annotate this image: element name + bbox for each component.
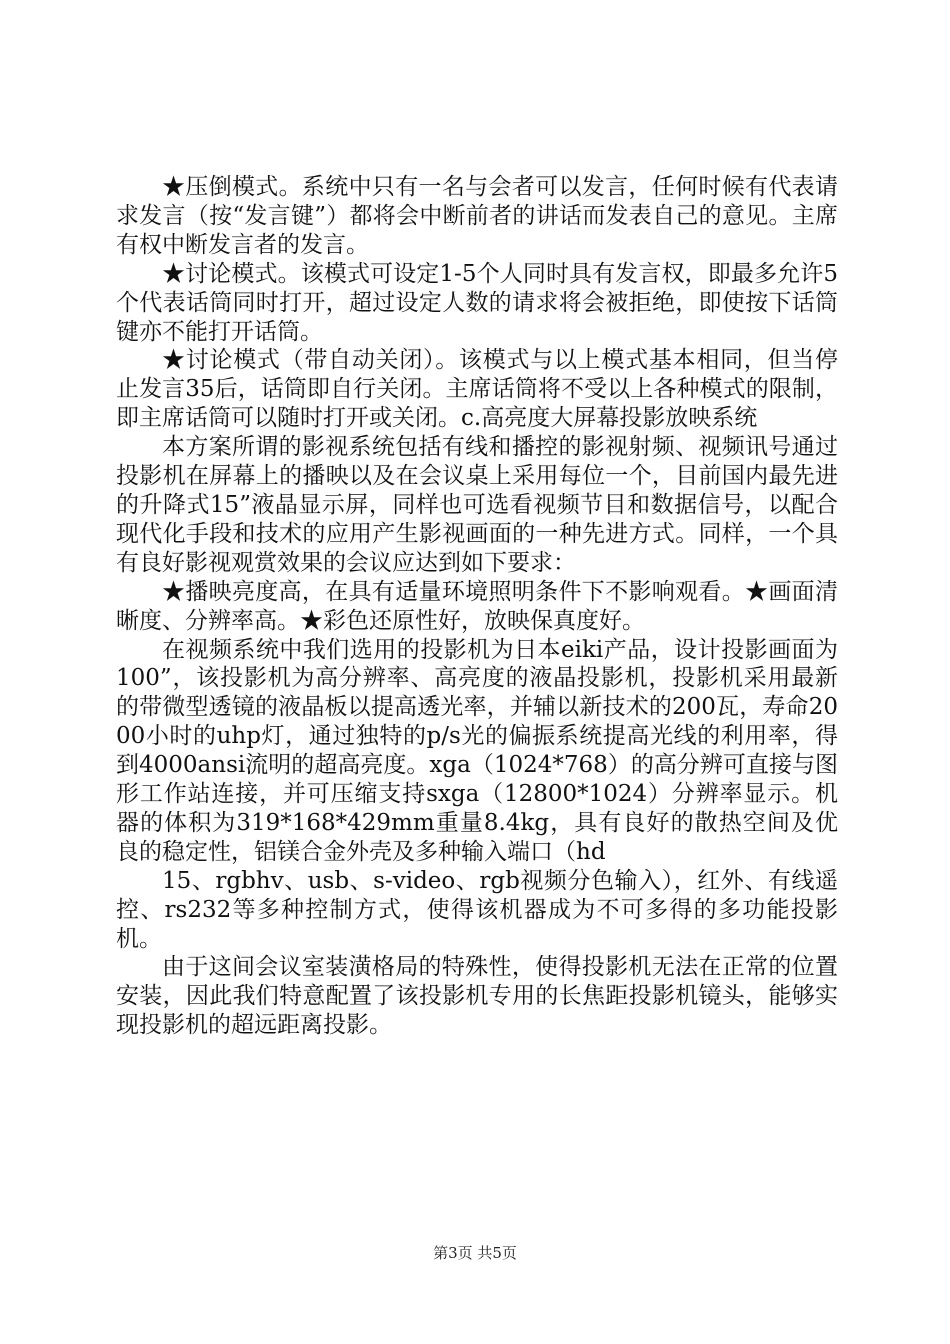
paragraph-suppress-mode: ★压倒模式。系统中只有一名与会者可以发言，任何时候有代表请求发言（按“发言键”）都将会中断前者的讲话而发表自己的意见。主席有权中断发言者的发言。	[116, 174, 838, 258]
paragraph-projector-inputs: 15、rgbhv、usb、s-video、rgb视频分色输入），红外、有线遥控、rs232等多种控制方式，使得该机器成为不可多得的多功能投影机。	[116, 867, 838, 952]
paragraph-projector-specs: 在视频系统中我们选用的投影机为日本eiki产品，设计投影画面为100”，该投影机为高分辨率、高亮度的液晶投影机，投影机采用最新的带微型透镜的液晶板以提高透光率，并辅以新技术的200瓦，寿命2000小时的uhp灯，通过独特的p/s光的偏振系统提高光线的利用率，得到4000ansi流明的超高亮度。xga（1024*768）的高分辨可直接与图形工作站连接，并可压缩支持sxga（12800*1024）分辨率显示。机器的体积为319*168*429mm重量8.4kg，具有良好的散热空间及优良的稳定性，铝镁合金外壳及多种输入端口（hd	[116, 636, 838, 865]
paragraph-discussion-mode: ★讨论模式。该模式可设定1-5个人同时具有发言权，即最多允许5个代表话筒同时打开，超过设定人数的请求将会被拒绝，即使按下话筒键亦不能打开话筒。	[116, 260, 838, 345]
page-number-footer: 第3页 共5页	[433, 1244, 517, 1262]
paragraph-video-system-intro: 本方案所谓的影视系统包括有线和播控的影视射频、视频讯号通过投影机在屏幕上的播映以及在会议桌上采用每位一个，目前国内最先进的升降式15”液晶显示屏，同样也可选看视频节目和数据信号，以配合现代化手段和技术的应用产生影视画面的一种先进方式。同样，一个具有良好影视观赏效果的会议应达到如下要求：	[116, 434, 838, 576]
paragraph-requirements: ★播映亮度高，在具有适量环境照明条件下不影响观看。★画面清晰度、分辨率高。★彩色还原性好，放映保真度好。	[116, 578, 838, 634]
paragraph-long-throw-lens: 由于这间会议室装潢格局的特殊性，使得投影机无法在正常的位置安装，因此我们特意配置了该投影机专用的长焦距投影机镜头，能够实现投影机的超远距离投影。	[116, 954, 838, 1039]
paragraph-discussion-auto-close: ★讨论模式（带自动关闭）。该模式与以上模式基本相同，但当停止发言35后，话筒即自行关闭。主席话筒将不受以上各种模式的限制，即主席话筒可以随时打开或关闭。c.高亮度大屏幕投影放映系统	[116, 347, 838, 432]
document-body	[116, 173, 838, 1040]
